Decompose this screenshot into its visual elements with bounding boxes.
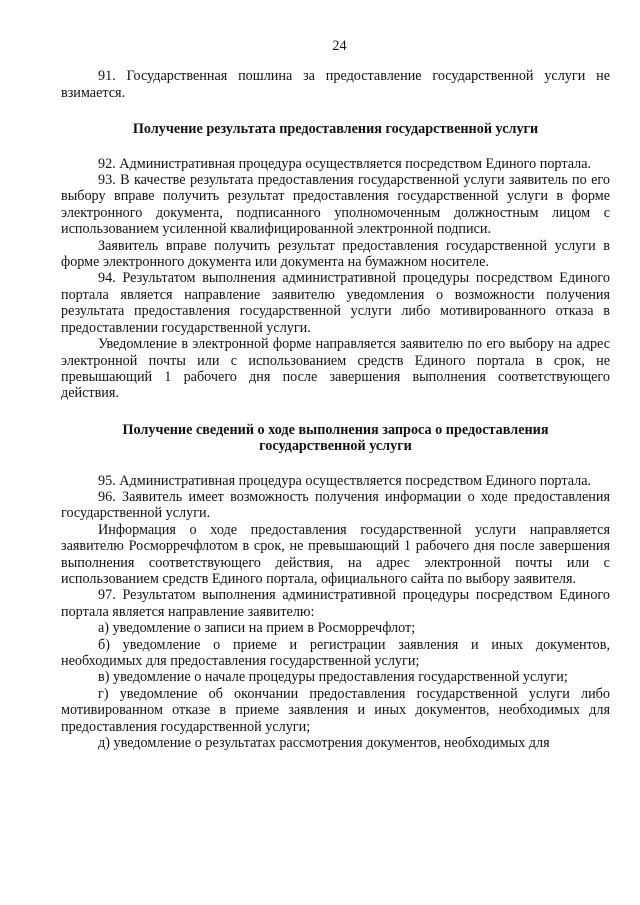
paragraph-94-note: Уведомление в электронной форме направляется заявителю по его выбору на адрес электронной почты или с использованием средств Единого портала в срок, не превышающий 1 рабочего дня после завершения выполнения соответствующего действия. (61, 336, 610, 402)
paragraph-93: 93. В качестве результата предоставления государственной услуги заявитель по его выбору вправе получить результат предоставления государственной услуги в форме электронного документа, подписанного уполномоченным должностным лицом с использованием усиленной квалифицированной электронной подписи. (61, 172, 610, 238)
section-heading-status (61, 422, 610, 455)
section-heading-result: Получение результата предоставления государственной услуги (132, 121, 539, 138)
list-item-a: а) уведомление о записи на прием в Росморречфлот; (98, 620, 416, 637)
list-item-b: б) уведомление о приеме и регистрации заявления и иных документов, необходимых для предоставления государственной услуги; (61, 636, 610, 669)
paragraph-91: 91. Государственная пошлина за предоставление государственной услуги не взимается. (61, 68, 610, 101)
section-heading-status-line-1: Получение сведений о ходе выполнения запроса о предоставления (122, 421, 549, 438)
page-number: 24 (332, 38, 347, 54)
paragraph-93-note: Заявитель вправе получить результат предоставления государственной услуги в форме электронного документа или документа на бумажном носителе. (61, 237, 610, 271)
paragraph-96-note: Информация о ходе предоставления государственной услуги направляется заявителю Росморречфлотом в срок, не превышающий 1 рабочего дня после завершения выполнения соответствующего действия, на адрес электронной почты или с использованием средств Единого портала, официального сайта по выбору заявителя. (61, 521, 610, 587)
section-heading-status-line-2: государственной услуги (259, 438, 412, 455)
paragraph-94: 94. Результатом выполнения административной процедуры посредством Единого портала является направление заявителю уведомления о возможности получения результата предоставления государственной услуги либо мотивированного отказа в предоставлении государственной услуги. (61, 270, 610, 336)
paragraph-95: 95. Административная процедура осуществляется посредством Единого портала. (98, 472, 592, 489)
list-item-d: д) уведомление о результатах рассмотрения документов, необходимых для (98, 735, 550, 752)
list-item-v: в) уведомление о начале процедуры предоставления государственной услуги; (98, 669, 568, 686)
paragraph-92: 92. Административная процедура осуществляется посредством Единого портала. (98, 155, 592, 172)
paragraph-97: 97. Результатом выполнения административной процедуры посредством Единого портала является направление заявителю: (61, 587, 610, 620)
list-item-g: г) уведомление об окончании предоставления государственной услуги либо мотивированном отказе в приеме заявления и иных документов, необходимых для предоставления государственной услуги; (61, 685, 610, 735)
paragraph-96: 96. Заявитель имеет возможность получения информации о ходе предоставления государственной услуги. (61, 488, 610, 522)
